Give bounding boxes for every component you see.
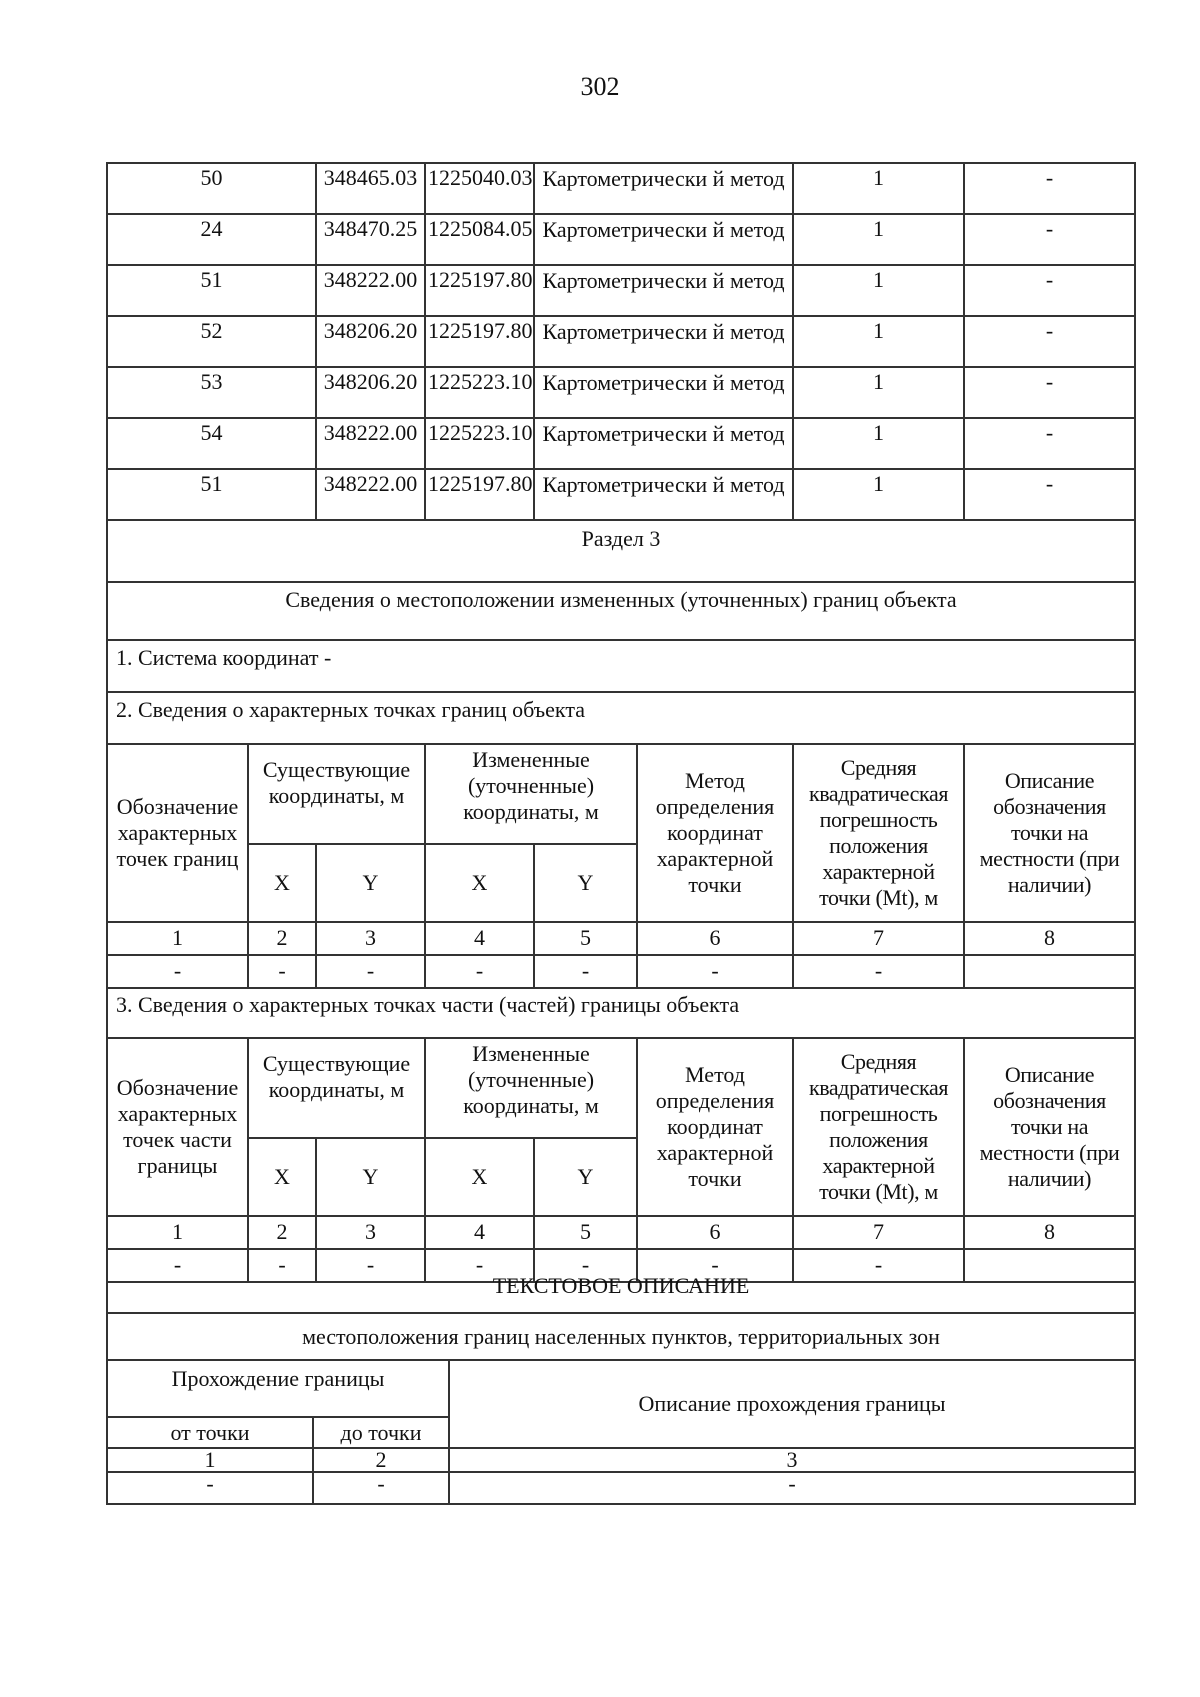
table-cell: - bbox=[107, 955, 248, 988]
column-number: 7 bbox=[793, 1216, 964, 1249]
table-cell: - bbox=[316, 955, 425, 988]
accuracy: 1 bbox=[793, 316, 964, 367]
accuracy: 1 bbox=[793, 469, 964, 520]
empty-data-row bbox=[107, 1472, 1135, 1504]
point-id: 50 bbox=[107, 163, 316, 214]
method: Картометрически й метод bbox=[534, 469, 793, 520]
table-row bbox=[107, 418, 1135, 469]
col-existing-y: Y bbox=[316, 844, 425, 922]
col-description: Описание обозначения точки на местности (при наличии) bbox=[964, 744, 1135, 922]
table-cell bbox=[964, 955, 1135, 988]
table-cell: - bbox=[637, 955, 793, 988]
empty-data-row bbox=[107, 955, 1135, 988]
col-accuracy: Средняя квадратическая погрешность положения характерной точки (Mt), м bbox=[793, 744, 964, 922]
accuracy: 1 bbox=[793, 214, 964, 265]
point-description: - bbox=[964, 163, 1135, 214]
coord-y: 1225197.80 bbox=[425, 469, 534, 520]
column-number: 7 bbox=[793, 922, 964, 955]
characteristic-points-header bbox=[107, 744, 1135, 922]
point-description: - bbox=[964, 418, 1135, 469]
table-cell: - bbox=[107, 1472, 313, 1504]
column-number: 2 bbox=[248, 922, 316, 955]
col-designation: Обозначение характерных точек части границы bbox=[107, 1038, 248, 1216]
column-number: 6 bbox=[637, 1216, 793, 1249]
column-number: 8 bbox=[964, 922, 1135, 955]
method: Картометрически й метод bbox=[534, 265, 793, 316]
column-number: 4 bbox=[425, 1216, 534, 1249]
col-changed-y: Y bbox=[534, 844, 637, 922]
method: Картометрически й метод bbox=[534, 418, 793, 469]
point-description: - bbox=[964, 214, 1135, 265]
coord-system: 1. Система координат - bbox=[107, 640, 1135, 692]
col-changed-coords: Измененные (уточненные) координаты, м bbox=[425, 744, 637, 844]
coord-y: 1225197.80 bbox=[425, 316, 534, 367]
col-existing-coords: Существующие координаты, м bbox=[248, 1038, 425, 1138]
method: Картометрически й метод bbox=[534, 214, 793, 265]
section-title: Раздел 3 bbox=[107, 520, 1135, 582]
table-cell: - bbox=[449, 1472, 1135, 1504]
col-changed-x: X bbox=[425, 1138, 534, 1216]
column-number: 5 bbox=[534, 922, 637, 955]
method: Картометрически й метод bbox=[534, 316, 793, 367]
point-id: 52 bbox=[107, 316, 316, 367]
text-description-table bbox=[106, 1272, 1136, 1505]
section-subtitle: Сведения о местоположении измененных (уточненных) границ объекта bbox=[107, 582, 1135, 640]
col-existing-y: Y bbox=[316, 1138, 425, 1216]
col-existing-x: X bbox=[248, 1138, 316, 1216]
table-row bbox=[107, 316, 1135, 367]
table-cell: - bbox=[248, 1249, 316, 1282]
point-id: 53 bbox=[107, 367, 316, 418]
accuracy: 1 bbox=[793, 367, 964, 418]
coord-y: 1225084.05 bbox=[425, 214, 534, 265]
col-changed-coords: Измененные (уточненные) координаты, м bbox=[425, 1038, 637, 1138]
col-description: Описание обозначения точки на местности (при наличии) bbox=[964, 1038, 1135, 1216]
coord-x: 348206.20 bbox=[316, 367, 425, 418]
point-id: 51 bbox=[107, 469, 316, 520]
coord-y: 1225223.10 bbox=[425, 418, 534, 469]
accuracy: 1 bbox=[793, 418, 964, 469]
table-cell: - bbox=[313, 1472, 449, 1504]
column-number: 1 bbox=[107, 1216, 248, 1249]
coord-x: 348222.00 bbox=[316, 469, 425, 520]
column-number: 6 bbox=[637, 922, 793, 955]
table-row bbox=[107, 214, 1135, 265]
column-number: 3 bbox=[316, 1216, 425, 1249]
col-boundary-passage: Прохождение границы bbox=[107, 1360, 449, 1417]
point-id: 24 bbox=[107, 214, 316, 265]
column-numbers-row bbox=[107, 922, 1135, 955]
col-method: Метод определения координат характерной точки bbox=[637, 744, 793, 922]
coord-x: 348222.00 bbox=[316, 265, 425, 316]
col-existing-coords: Существующие координаты, м bbox=[248, 744, 425, 844]
text-desc-title: ТЕКСТОВОЕ ОПИСАНИЕ bbox=[107, 1272, 1135, 1313]
page-number: 302 bbox=[580, 72, 620, 101]
point-id: 51 bbox=[107, 265, 316, 316]
col-accuracy: Средняя квадратическая погрешность положения характерной точки (Mt), м bbox=[793, 1038, 964, 1216]
accuracy: 1 bbox=[793, 265, 964, 316]
method: Картометрически й метод bbox=[534, 367, 793, 418]
col-passage-description: Описание прохождения границы bbox=[449, 1360, 1135, 1448]
column-number: 1 bbox=[107, 1448, 313, 1472]
table-cell: - bbox=[248, 955, 316, 988]
parts-heading: 3. Сведения о характерных точках части (частей) границы объекта bbox=[107, 988, 1135, 1038]
col-to-point: до точки bbox=[313, 1417, 449, 1448]
table-cell: - bbox=[425, 955, 534, 988]
table-row bbox=[107, 469, 1135, 520]
col-existing-x: X bbox=[248, 844, 316, 922]
column-numbers-row bbox=[107, 1448, 1135, 1472]
col-designation: Обозначение характерных точек границ bbox=[107, 744, 248, 922]
table-row bbox=[107, 367, 1135, 418]
coord-y: 1225223.10 bbox=[425, 367, 534, 418]
points-heading: 2. Сведения о характерных точках границ объекта bbox=[107, 692, 1135, 744]
column-number: 4 bbox=[425, 922, 534, 955]
column-number: 2 bbox=[313, 1448, 449, 1472]
column-number: 3 bbox=[449, 1448, 1135, 1472]
method: Картометрически й метод bbox=[534, 163, 793, 214]
table-cell: - bbox=[107, 1249, 248, 1282]
text-desc-subtitle: местоположения границ населенных пунктов, территориальных зон bbox=[107, 1313, 1135, 1360]
column-number: 8 bbox=[964, 1216, 1135, 1249]
col-from-point: от точки bbox=[107, 1417, 313, 1448]
table-cell: - bbox=[637, 1249, 793, 1282]
coord-x: 348206.20 bbox=[316, 316, 425, 367]
column-number: 1 bbox=[107, 922, 248, 955]
table-cell: - bbox=[534, 1249, 637, 1282]
coord-x: 348465.03 bbox=[316, 163, 425, 214]
coord-y: 1225197.80 bbox=[425, 265, 534, 316]
col-method: Метод определения координат характерной точки bbox=[637, 1038, 793, 1216]
table-cell: - bbox=[316, 1249, 425, 1282]
part-points-header bbox=[107, 1038, 1135, 1216]
column-numbers-row bbox=[107, 1216, 1135, 1249]
table-row bbox=[107, 265, 1135, 316]
table-row bbox=[107, 163, 1135, 214]
column-number: 5 bbox=[534, 1216, 637, 1249]
point-id: 54 bbox=[107, 418, 316, 469]
table-cell: - bbox=[793, 1249, 964, 1282]
point-description: - bbox=[964, 469, 1135, 520]
coord-x: 348222.00 bbox=[316, 418, 425, 469]
column-number: 3 bbox=[316, 922, 425, 955]
coord-x: 348470.25 bbox=[316, 214, 425, 265]
accuracy: 1 bbox=[793, 163, 964, 214]
col-changed-x: X bbox=[425, 844, 534, 922]
boundary-points-table bbox=[106, 162, 1136, 1283]
column-number: 2 bbox=[248, 1216, 316, 1249]
col-changed-y: Y bbox=[534, 1138, 637, 1216]
point-description: - bbox=[964, 367, 1135, 418]
coord-y: 1225040.03 bbox=[425, 163, 534, 214]
point-description: - bbox=[964, 316, 1135, 367]
point-description: - bbox=[964, 265, 1135, 316]
table-cell: - bbox=[534, 955, 637, 988]
table-cell: - bbox=[425, 1249, 534, 1282]
table-cell: - bbox=[793, 955, 964, 988]
